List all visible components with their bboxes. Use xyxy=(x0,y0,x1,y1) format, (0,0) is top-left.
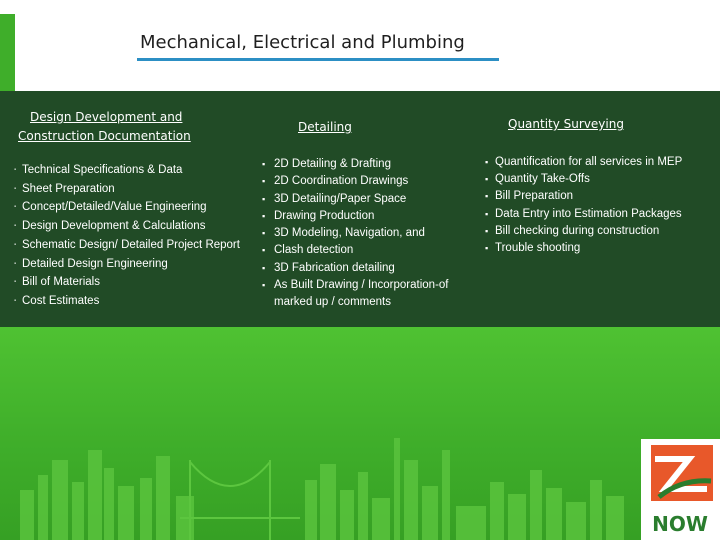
column-heading-detailing: Detailing xyxy=(298,120,352,134)
column-heading-quantity: Quantity Surveying xyxy=(508,117,624,131)
column-heading-design-line2: Construction Documentation xyxy=(18,129,191,143)
list-item: ▪ 3D Modeling, Navigation, and xyxy=(262,225,477,242)
list-item: ▪ Sheet Preparation xyxy=(14,180,240,199)
list-item: ▪ Bill checking during construction xyxy=(485,223,682,240)
list-item: ▪ Bill Preparation xyxy=(485,188,682,205)
list-item: ▪ Cost Estimates xyxy=(14,292,240,311)
title-underline xyxy=(137,58,499,61)
list-item: ▪ Trouble shooting xyxy=(485,240,682,257)
list-item: ▪ Quantification for all services in MEP xyxy=(485,154,682,171)
list-item: ▪ Design Development & Calculations xyxy=(14,217,240,236)
list-item: ▪ Drawing Production xyxy=(262,208,477,225)
list-item: ▪ Clash detection xyxy=(262,242,477,259)
detailing-list xyxy=(262,156,477,312)
quantity-list xyxy=(485,154,682,257)
list-item: ▪ Technical Specifications & Data xyxy=(14,161,240,180)
list-item: ▪ Data Entry into Estimation Packages xyxy=(485,206,682,223)
list-item: ▪ 2D Detailing & Drafting xyxy=(262,156,477,173)
list-item: ▪ Bill of Materials xyxy=(14,273,240,292)
green-accent-strip xyxy=(0,14,15,91)
list-item: ▪ 3D Fabrication detailing xyxy=(262,260,477,277)
list-item: ▪ Schematic Design/ Detailed Project Report xyxy=(14,236,240,255)
now-logo-icon xyxy=(641,439,720,540)
list-item: ▪ 2D Coordination Drawings xyxy=(262,173,477,190)
column-heading-design xyxy=(18,108,258,146)
list-item: ▪ Concept/Detailed/Value Engineering xyxy=(14,198,240,217)
city-skyline-illustration xyxy=(0,420,640,540)
list-item: ▪ As Built Drawing / Incorporation-of marked up / comments xyxy=(262,277,477,312)
list-item: ▪ 3D Detailing/Paper Space xyxy=(262,191,477,208)
column-heading-design-line1: Design Development and xyxy=(30,110,183,124)
company-logo xyxy=(641,439,720,540)
top-bar xyxy=(0,0,720,14)
logo-text: NOW xyxy=(652,512,708,536)
list-item: ▪ Detailed Design Engineering xyxy=(14,255,240,274)
design-list xyxy=(14,161,240,311)
list-item: ▪ Quantity Take-Offs xyxy=(485,171,682,188)
slide-title: Mechanical, Electrical and Plumbing xyxy=(140,32,465,53)
